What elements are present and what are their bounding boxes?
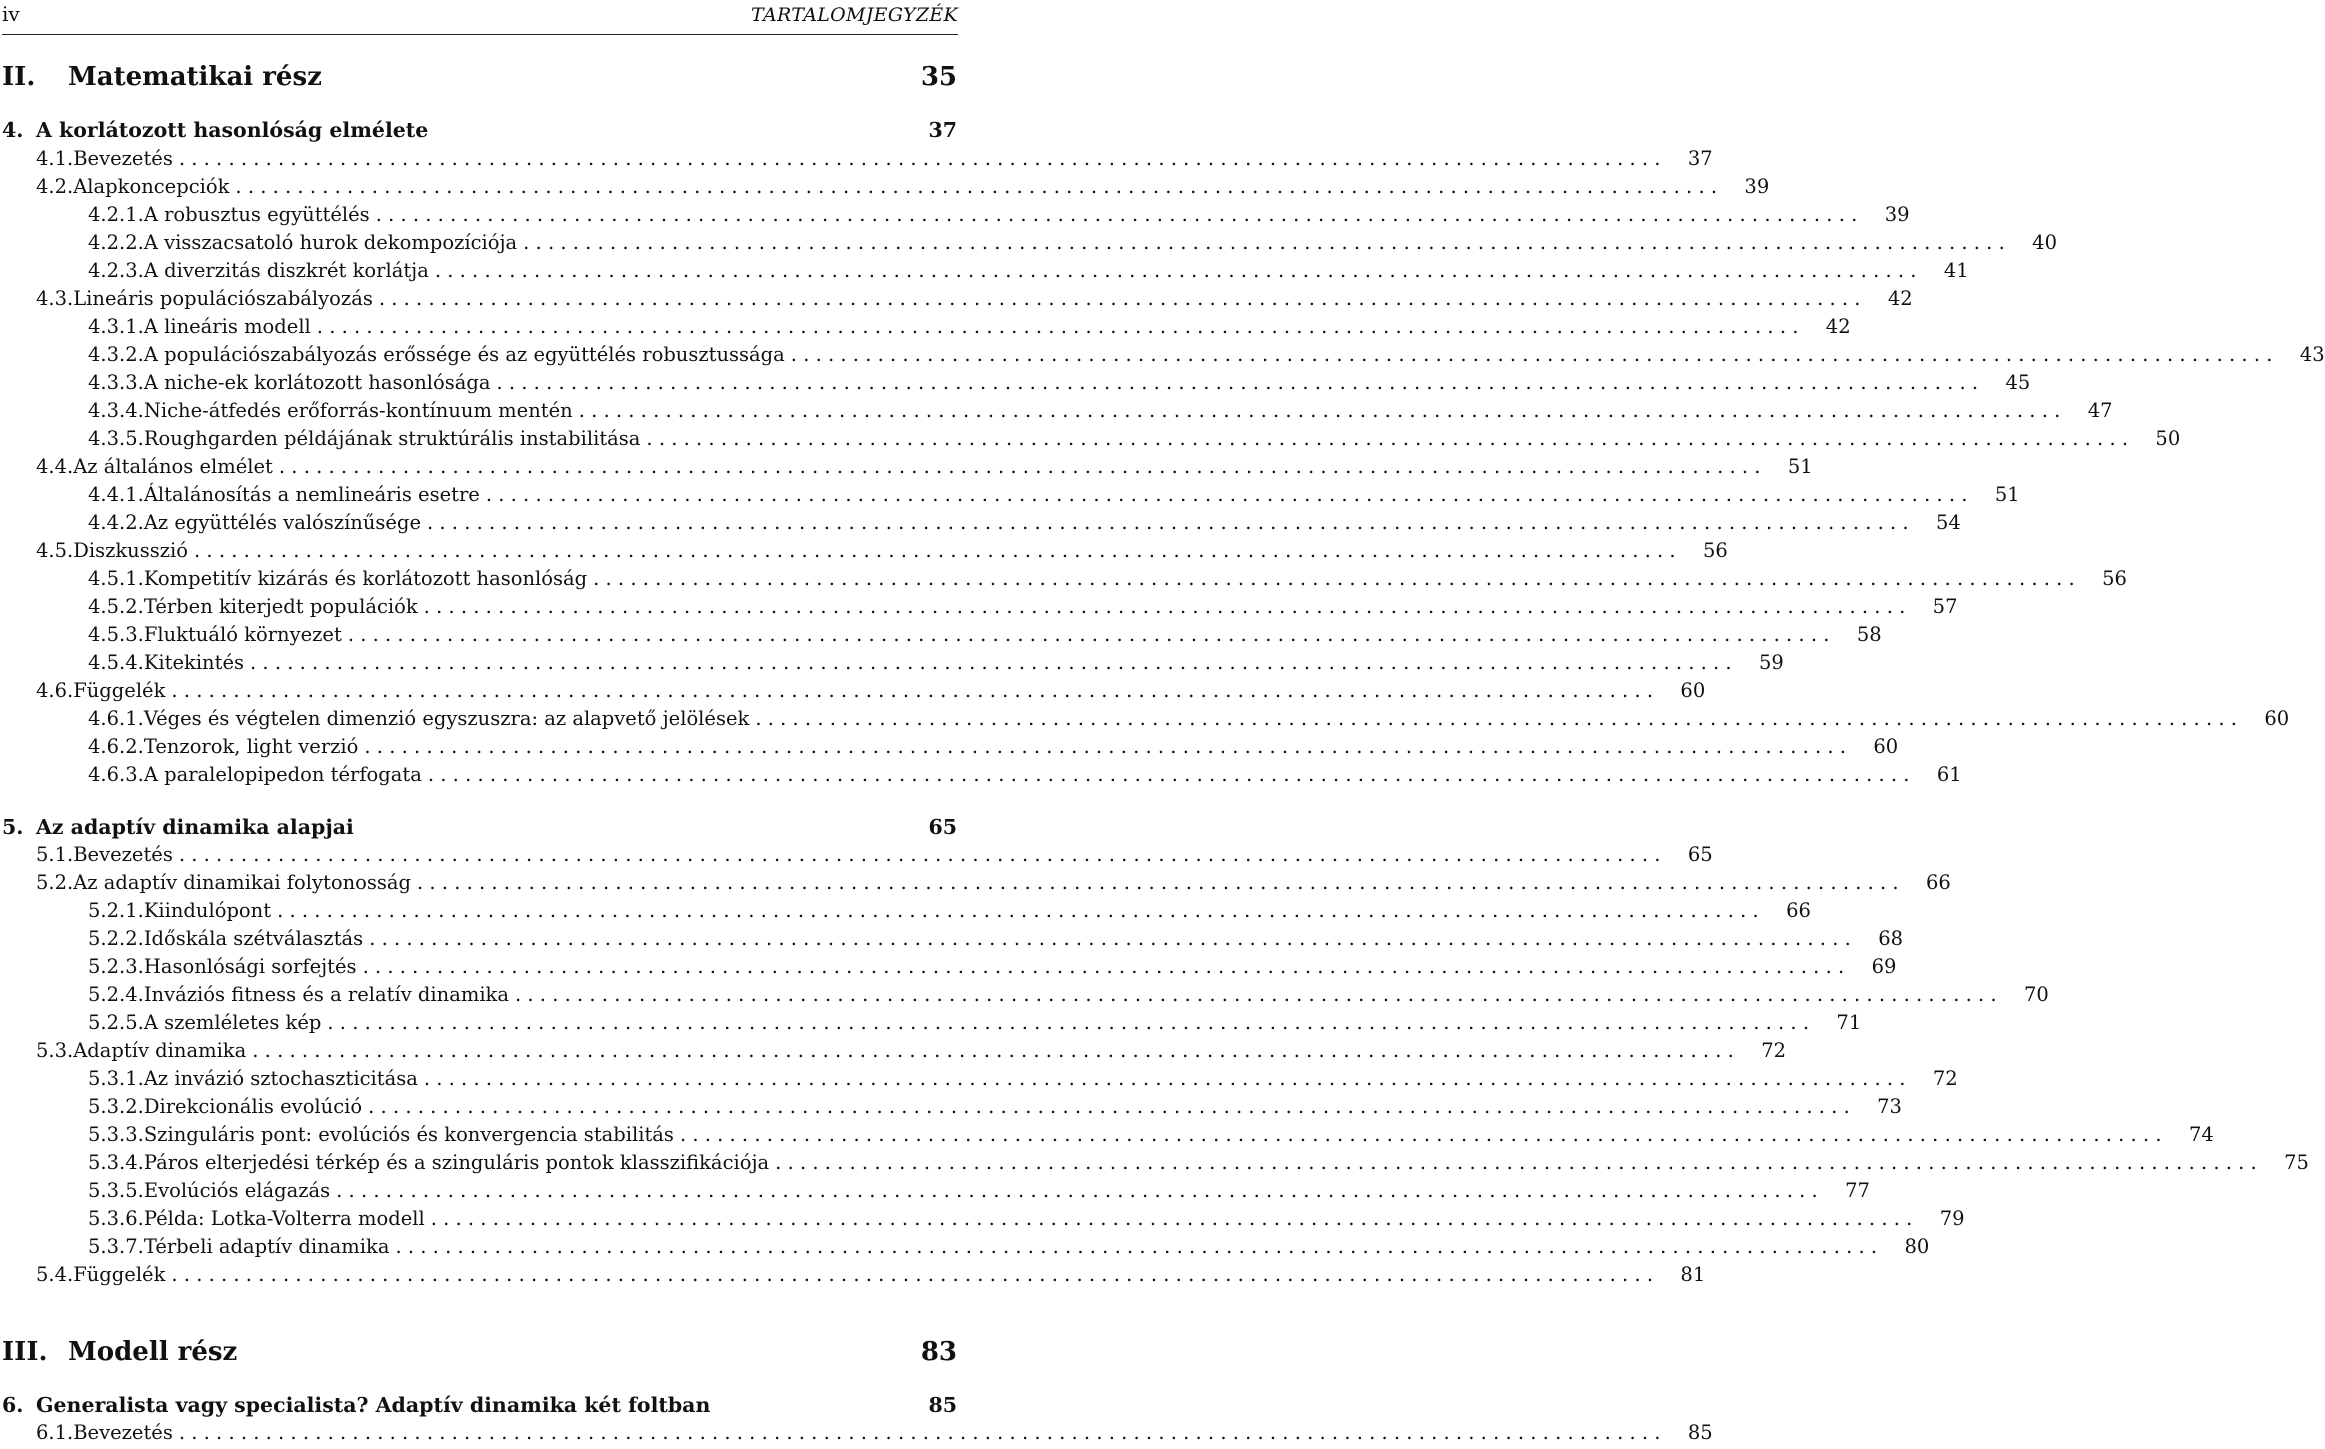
toc-subsection-entry[interactable] <box>0 231 2057 254</box>
dot-leader: ........................................................................................................................ <box>171 1263 1660 1286</box>
toc-subsection-entry[interactable] <box>0 483 2020 506</box>
entry-title: Bevezetés <box>73 1421 173 1444</box>
toc-subsection-entry[interactable] <box>0 1067 1958 1090</box>
entry-page-number: 66 <box>1926 871 1951 894</box>
entry-number: II. <box>2 62 36 92</box>
entry-title: Térbeli adaptív dinamika <box>143 1235 390 1258</box>
entry-page-number: 75 <box>2284 1151 2309 1174</box>
dot-leader: ........................................................................................................................ <box>278 455 1767 478</box>
running-title: TARTALOMJEGYZÉK <box>751 4 958 26</box>
entry-title: Roughgarden példájának struktúrális instabilitása <box>143 427 641 450</box>
entry-title: Kitekintés <box>143 651 245 674</box>
entry-page-number: 85 <box>1687 1421 1713 1444</box>
entry-title: Generalista vagy specialista? Adaptív dinamika két foltban <box>36 1393 711 1417</box>
entry-number: 5.2.5. <box>88 1011 144 1034</box>
entry-title: Kompetitív kizárás és korlátozott hasonlóság <box>143 567 588 590</box>
dot-leader: ........................................................................................................................ <box>679 1123 2168 1146</box>
entry-page-number: 57 <box>1932 595 1958 618</box>
dot-leader: ........................................................................................................................ <box>277 899 1765 922</box>
entry-number: 4.2.3. <box>88 259 144 282</box>
entry-title: Az együttélés valószínűsége <box>143 511 421 534</box>
toc-subsection-entry[interactable] <box>0 343 2325 366</box>
dot-leader: ........................................................................................................................ <box>362 955 1851 978</box>
entry-number: 4.5.4. <box>88 651 144 674</box>
entry-page-number: 60 <box>1873 735 1899 758</box>
entry-page-number: 73 <box>1877 1095 1902 1118</box>
dot-leader: ........................................................................................................................ <box>578 399 2067 422</box>
entry-number: 5.2.3. <box>88 955 144 978</box>
toc-section-entry[interactable] <box>0 175 1770 198</box>
entry-title: Szinguláris pont: evolúciós és konvergencia stabilitás <box>143 1123 674 1146</box>
entry-number: 5.3.7. <box>88 1235 144 1258</box>
toc-subsection-entry[interactable] <box>0 983 2049 1006</box>
entry-number: 5. <box>2 815 24 839</box>
dot-leader: ........................................................................................................................ <box>235 175 1724 198</box>
entry-title: Kiindulópont <box>143 899 272 922</box>
entry-number: 4.6. <box>36 679 74 702</box>
toc-subsection-entry[interactable] <box>0 651 1784 674</box>
entry-page-number: 51 <box>1787 455 1813 478</box>
dot-leader: ........................................................................................................................ <box>375 203 1864 226</box>
entry-page-number: 39 <box>1744 175 1770 198</box>
entry-page-number: 79 <box>1939 1207 1965 1230</box>
entry-title: A robusztus együttélés <box>143 203 370 226</box>
toc-subsection-entry[interactable] <box>0 399 2113 422</box>
entry-number: 5.2. <box>36 871 74 894</box>
entry-number: 4.4.1. <box>88 483 144 506</box>
entry-number: 4.5.3. <box>88 623 144 646</box>
entry-number: 4.5.1. <box>88 567 144 590</box>
dot-leader: ........................................................................................................................ <box>423 595 1912 618</box>
entry-title: Az adaptív dinamikai folytonosság <box>73 871 411 894</box>
entry-title: Az adaptív dinamika alapjai <box>36 815 354 839</box>
dot-leader: ........................................................................................................................ <box>194 539 1682 562</box>
entry-page-number: 81 <box>1680 1263 1706 1286</box>
entry-title: Általánosítás a nemlineáris esetre <box>143 483 480 506</box>
entry-title: Függelék <box>73 679 166 702</box>
dot-leader: ........................................................................................................................ <box>485 483 1974 506</box>
entry-page-number: 83 <box>920 1337 957 1367</box>
entry-page-number: 47 <box>2087 399 2113 422</box>
entry-title: A niche-ek korlátozott hasonlósága <box>143 371 491 394</box>
toc-section-entry[interactable] <box>0 843 1713 866</box>
entry-title: Adaptív dinamika <box>73 1039 247 1062</box>
dot-leader: ........................................................................................................................ <box>593 567 2081 590</box>
entry-page-number: 45 <box>2005 371 2031 394</box>
entry-page-number: 54 <box>1936 511 1961 534</box>
entry-title: Evolúciós elágazás <box>143 1179 331 1202</box>
dot-leader: ........................................................................................................................ <box>515 983 2003 1006</box>
entry-title: A diverzitás diszkrét korlátja <box>143 259 429 282</box>
entry-number: 5.3.2. <box>88 1095 144 1118</box>
entry-title: Diszkusszió <box>73 539 189 562</box>
entry-title: Függelék <box>73 1263 166 1286</box>
dot-leader: ........................................................................................................................ <box>417 871 1905 894</box>
entry-number: 4.3.4. <box>88 399 144 422</box>
entry-title: A szemléletes kép <box>143 1011 322 1034</box>
dot-leader: ........................................................................................................................ <box>496 371 1985 394</box>
toc-section-entry[interactable] <box>0 679 1706 702</box>
toc-subsection-entry[interactable] <box>0 955 1897 978</box>
dot-leader: ........................................................................................................................ <box>250 651 1738 674</box>
entry-title: Páros elterjedési térkép és a szinguláris pontok klasszifikációja <box>143 1151 770 1174</box>
entry-number: 4.3.2. <box>88 343 144 366</box>
entry-number: 4.6.2. <box>88 735 144 758</box>
entry-title: Bevezetés <box>73 843 173 866</box>
toc-subsection-entry[interactable] <box>0 1235 1930 1258</box>
entry-page-number: 51 <box>1994 483 2020 506</box>
entry-number: 5.3.3. <box>88 1123 144 1146</box>
entry-title: Bevezetés <box>73 147 173 170</box>
toc-subsection-entry[interactable] <box>0 927 1904 950</box>
entry-number: 5.3.6. <box>88 1207 144 1230</box>
dot-leader: ........................................................................................................................ <box>178 843 1667 866</box>
entry-page-number: 77 <box>1845 1179 1870 1202</box>
entry-title: Hasonlósági sorfejtés <box>143 955 357 978</box>
entry-title: A visszacsatoló hurok dekompozíciója <box>143 231 518 254</box>
dot-leader: ........................................................................................................................ <box>646 427 2135 450</box>
dot-leader: ........................................................................................................................ <box>427 511 1915 534</box>
toc-subsection-entry[interactable] <box>0 1179 1870 1202</box>
entry-number: 4. <box>2 118 24 142</box>
entry-number: 4.5.2. <box>88 595 144 618</box>
entry-page-number: 71 <box>1836 1011 1862 1034</box>
entry-number: 5.4. <box>36 1263 74 1286</box>
entry-number: 4.6.3. <box>88 763 144 786</box>
entry-number: 5.2.1. <box>88 899 144 922</box>
entry-page-number: 72 <box>1761 1039 1787 1062</box>
dot-leader: ........................................................................................................................ <box>347 623 1836 646</box>
entry-page-number: 39 <box>1884 203 1910 226</box>
entry-number: 5.1. <box>36 843 74 866</box>
toc-subsection-entry[interactable] <box>0 1095 1902 1118</box>
entry-page-number: 35 <box>920 62 957 92</box>
entry-number: 4.2.1. <box>88 203 144 226</box>
dot-leader: ........................................................................................................................ <box>427 763 1916 786</box>
entry-title: Lineáris populációszabályozás <box>73 287 373 310</box>
entry-page-number: 42 <box>1825 315 1851 338</box>
entry-page-number: 69 <box>1871 955 1897 978</box>
toc-chapter-entry[interactable] <box>0 1393 960 1417</box>
entry-number: 5.3. <box>36 1039 74 1062</box>
entry-page-number: 68 <box>1878 927 1904 950</box>
entry-number: 5.3.4. <box>88 1151 144 1174</box>
entry-page-number: 56 <box>2102 567 2127 590</box>
entry-page-number: 65 <box>928 815 957 839</box>
entry-title: Matematikai rész <box>68 62 322 92</box>
dot-leader: ........................................................................................................................ <box>252 1039 1741 1062</box>
toc-section-entry[interactable] <box>0 1263 1706 1286</box>
dot-leader: ........................................................................................................................ <box>395 1235 1884 1258</box>
dot-leader: ........................................................................................................................ <box>178 147 1667 170</box>
toc-section-entry[interactable] <box>0 539 1728 562</box>
entry-title: Időskála szétválasztás <box>143 927 364 950</box>
dot-leader: ........................................................................................................................ <box>790 343 2279 366</box>
toc-subsection-entry[interactable] <box>0 735 1899 758</box>
entry-page-number: 37 <box>928 118 957 142</box>
entry-page-number: 66 <box>1786 899 1811 922</box>
dot-leader: ........................................................................................................................ <box>378 287 1867 310</box>
entry-title: Térben kiterjedt populációk <box>143 595 418 618</box>
dot-leader: ........................................................................................................................ <box>423 1067 1912 1090</box>
dot-leader: ........................................................................................................................ <box>430 1207 1919 1230</box>
toc-section-entry[interactable] <box>0 147 1713 170</box>
toc-subsection-entry[interactable] <box>0 511 1961 534</box>
toc-subsection-entry[interactable] <box>0 595 1958 618</box>
entry-number: 6. <box>2 1393 24 1417</box>
entry-title: Fluktuáló környezet <box>143 623 342 646</box>
entry-title: Véges és végtelen dimenzió egyszuszra: az alapvető jelölések <box>143 707 750 730</box>
entry-title: Tenzorok, light verzió <box>143 735 359 758</box>
entry-page-number: 80 <box>1904 1235 1930 1258</box>
running-head <box>2 2 958 28</box>
toc-section-entry[interactable] <box>0 455 1813 478</box>
entry-page-number: 60 <box>2264 707 2290 730</box>
entry-page-number: 58 <box>1856 623 1882 646</box>
toc-subsection-entry[interactable] <box>0 707 2290 730</box>
entry-number: 4.1. <box>36 147 74 170</box>
entry-number: 5.3.5. <box>88 1179 144 1202</box>
entry-title: A korlátozott hasonlóság elmélete <box>36 118 429 142</box>
toc-subsection-entry[interactable] <box>0 1207 1965 1230</box>
entry-title: Az invázió sztochaszticitása <box>143 1067 418 1090</box>
entry-number: 4.3. <box>36 287 74 310</box>
entry-number: 4.3.1. <box>88 315 144 338</box>
entry-page-number: 37 <box>1687 147 1713 170</box>
dot-leader: ........................................................................................................................ <box>327 1011 1816 1034</box>
entry-page-number: 74 <box>2188 1123 2214 1146</box>
entry-title: Alapkoncepciók <box>73 175 230 198</box>
dot-leader: ........................................................................................................................ <box>523 231 2011 254</box>
entry-title: Inváziós fitness és a relatív dinamika <box>143 983 509 1006</box>
entry-number: 4.4. <box>36 455 74 478</box>
entry-page-number: 41 <box>1943 259 1969 282</box>
toc-part-entry[interactable] <box>0 1337 960 1367</box>
toc-subsection-entry[interactable] <box>0 315 1851 338</box>
dot-leader: ........................................................................................................................ <box>336 1179 1824 1202</box>
header-rule <box>2 34 958 35</box>
entry-page-number: 42 <box>1887 287 1913 310</box>
entry-title: Niche-átfedés erőforrás-kontínuum mentén <box>143 399 573 422</box>
entry-number: 4.4.2. <box>88 511 144 534</box>
entry-page-number: 59 <box>1759 651 1784 674</box>
toc-subsection-entry[interactable] <box>0 371 2031 394</box>
entry-number: 4.3.3. <box>88 371 144 394</box>
dot-leader: ........................................................................................................................ <box>178 1421 1667 1444</box>
entry-title: Direkcionális evolúció <box>143 1095 363 1118</box>
dot-leader: ........................................................................................................................ <box>755 707 2244 730</box>
toc-subsection-entry[interactable] <box>0 203 1910 226</box>
entry-page-number: 65 <box>1687 843 1713 866</box>
entry-title: A paralelopipedon térfogata <box>143 763 422 786</box>
entry-page-number: 85 <box>928 1393 957 1417</box>
toc-part-entry[interactable] <box>0 62 960 92</box>
toc-subsection-entry[interactable] <box>0 623 1882 646</box>
toc-subsection-entry[interactable] <box>0 899 1811 922</box>
dot-leader: ........................................................................................................................ <box>171 679 1660 702</box>
toc-chapter-entry[interactable] <box>0 815 960 839</box>
entry-number: 4.6.1. <box>88 707 144 730</box>
toc-subsection-entry[interactable] <box>0 763 1962 786</box>
entry-title: A lineáris modell <box>143 315 311 338</box>
entry-title: Az általános elmélet <box>73 455 273 478</box>
toc-subsection-entry[interactable] <box>0 259 1969 282</box>
toc-section-entry[interactable] <box>0 1421 1713 1444</box>
entry-number: 4.3.5. <box>88 427 144 450</box>
entry-number: 4.2. <box>36 175 74 198</box>
entry-page-number: 61 <box>1936 763 1962 786</box>
entry-number: 4.5. <box>36 539 74 562</box>
entry-page-number: 50 <box>2155 427 2181 450</box>
dot-leader: ........................................................................................................................ <box>369 927 1858 950</box>
entry-number: 4.2.2. <box>88 231 144 254</box>
entry-page-number: 43 <box>2299 343 2325 366</box>
dot-leader: ........................................................................................................................ <box>434 259 1923 282</box>
dot-leader: ........................................................................................................................ <box>316 315 1805 338</box>
entry-page-number: 70 <box>2024 983 2049 1006</box>
page-number: iv <box>2 2 20 26</box>
dot-leader: ........................................................................................................................ <box>368 1095 1856 1118</box>
entry-page-number: 72 <box>1932 1067 1958 1090</box>
toc-subsection-entry[interactable] <box>0 427 2181 450</box>
entry-number: 5.2.4. <box>88 983 144 1006</box>
entry-number: 5.2.2. <box>88 927 144 950</box>
toc-subsection-entry[interactable] <box>0 1011 1862 1034</box>
entry-number: 5.3.1. <box>88 1067 144 1090</box>
entry-title: A populációszabályozás erőssége és az együttélés robusztussága <box>143 343 785 366</box>
dot-leader: ........................................................................................................................ <box>364 735 1853 758</box>
toc-subsection-entry[interactable] <box>0 1151 2309 1174</box>
entry-page-number: 60 <box>1680 679 1706 702</box>
entry-number: 6.1. <box>36 1421 74 1444</box>
toc-section-entry[interactable] <box>0 1039 1787 1062</box>
dot-leader: ........................................................................................................................ <box>775 1151 2263 1174</box>
entry-title: Modell rész <box>68 1337 238 1367</box>
entry-page-number: 40 <box>2032 231 2057 254</box>
toc-section-entry[interactable] <box>0 871 1951 894</box>
entry-page-number: 56 <box>1703 539 1728 562</box>
toc-subsection-entry[interactable] <box>0 567 2127 590</box>
toc-section-entry[interactable] <box>0 287 1913 310</box>
toc-chapter-entry[interactable] <box>0 118 960 142</box>
toc-subsection-entry[interactable] <box>0 1123 2214 1146</box>
entry-number: III. <box>2 1337 48 1367</box>
entry-title: Példa: Lotka-Volterra modell <box>143 1207 425 1230</box>
